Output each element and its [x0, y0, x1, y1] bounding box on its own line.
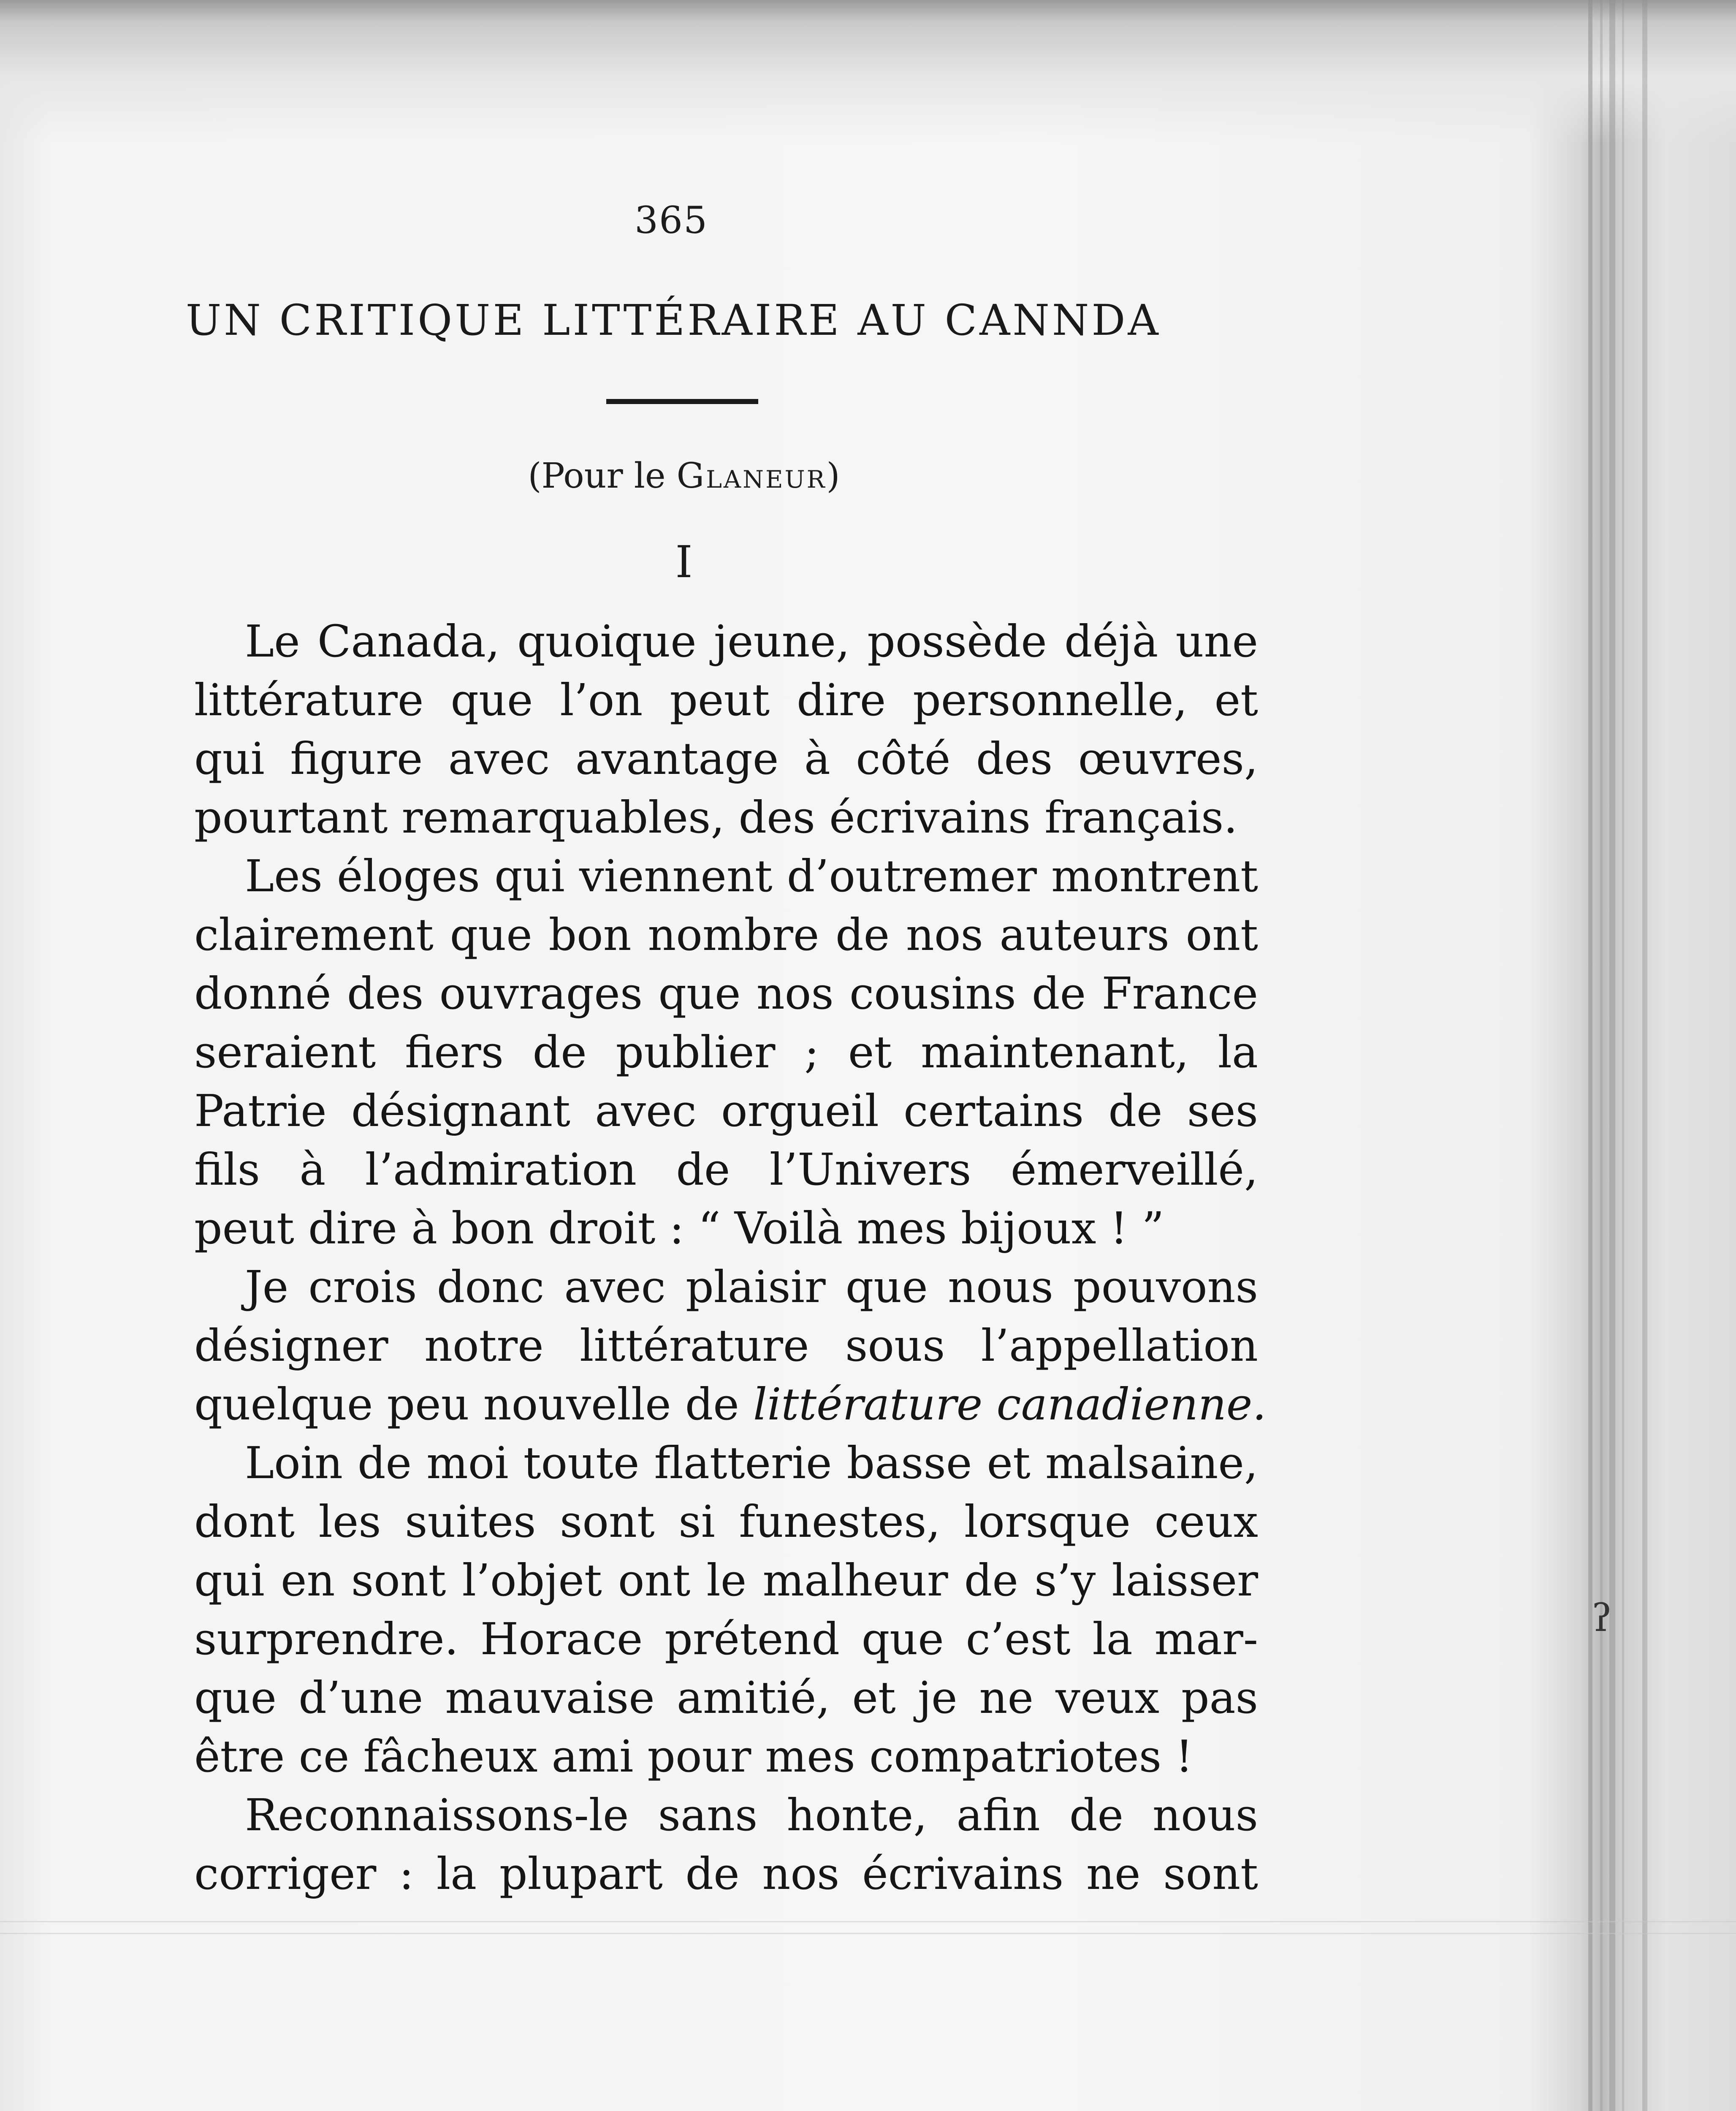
page-edge-stack [1588, 0, 1592, 2111]
source-name: Glaneur [676, 456, 827, 496]
text-line: qui figure avec avantage à côté des œuvres, [194, 733, 1258, 784]
text-line [194, 1375, 1267, 1434]
scan-artifact-line [0, 1921, 1736, 1922]
text-line: Les éloges qui viennent d’outremer montrent [245, 850, 1258, 902]
page-edge-stack [1609, 0, 1615, 2111]
scan-top-shadow [0, 0, 1736, 144]
source-attribution [511, 456, 857, 496]
text-line: désigner notre littérature sous l’appellation [194, 1320, 1258, 1371]
text-line: seraient fiers de publier ; et maintenant, la [194, 1026, 1258, 1078]
text-line: dont les suites sont si funestes, lorsque ceux [194, 1496, 1258, 1547]
body-text [194, 612, 1267, 1903]
text-line: Je crois donc avec plaisir que nous pouvons [245, 1261, 1258, 1313]
text-line: que d’une mauvaise amitié, et je ne veux pas [194, 1672, 1258, 1723]
page-edge-stack [1622, 0, 1624, 2111]
text-line: littérature que l’on peut dire personnelle, et [194, 674, 1258, 726]
text-line: donné des ouvrages que nos cousins de France [194, 968, 1258, 1019]
text-line: Patrie désignant avec orgueil certains de ses [194, 1085, 1258, 1137]
text-line: qui en sont l’objet ont le malheur de s’y laisser [194, 1555, 1258, 1606]
text-line: Le Canada, quoique jeune, possède déjà une [245, 616, 1258, 667]
text-line: être ce fâcheux ami pour mes compatriotes ! [194, 1731, 1193, 1782]
text-line: clairement que bon nombre de nos auteurs ont [194, 909, 1258, 961]
text-line: pourtant remarquables, des écrivains français. [194, 792, 1238, 843]
text-line: corriger : la plupart de nos écrivains ne sont [194, 1848, 1258, 1899]
text-line: fils à l’admiration de l’Univers émerveillé, [194, 1144, 1258, 1195]
page-number: 365 [635, 198, 708, 242]
italic-phrase: littérature canadienne. [753, 1378, 1267, 1430]
source-suffix: ) [826, 456, 840, 496]
scan-artifact-line [0, 1933, 1736, 1934]
text-line: Reconnaissons-le sans honte, afin de nous [245, 1789, 1258, 1841]
text-line: peut dire à bon droit : “ Voilà mes bijoux ! ” [194, 1202, 1164, 1254]
page-edge-stack [1642, 0, 1647, 2111]
section-number: I [675, 536, 693, 588]
text-line: surprendre. Horace prétend que c’est la mar- [194, 1613, 1258, 1665]
margin-pencil-mark: ʔ [1592, 1596, 1612, 1640]
text-fragment: quelque peu nouvelle de [194, 1378, 739, 1430]
chapter-title: UN CRITIQUE LITTÉRAIRE AU CANNDA [186, 296, 1161, 345]
text-line: Loin de moi toute flatterie basse et malsaine, [245, 1437, 1258, 1489]
title-divider [606, 399, 758, 404]
source-prefix: (Pour le [528, 456, 666, 496]
page-edge-stack [1600, 0, 1603, 2111]
